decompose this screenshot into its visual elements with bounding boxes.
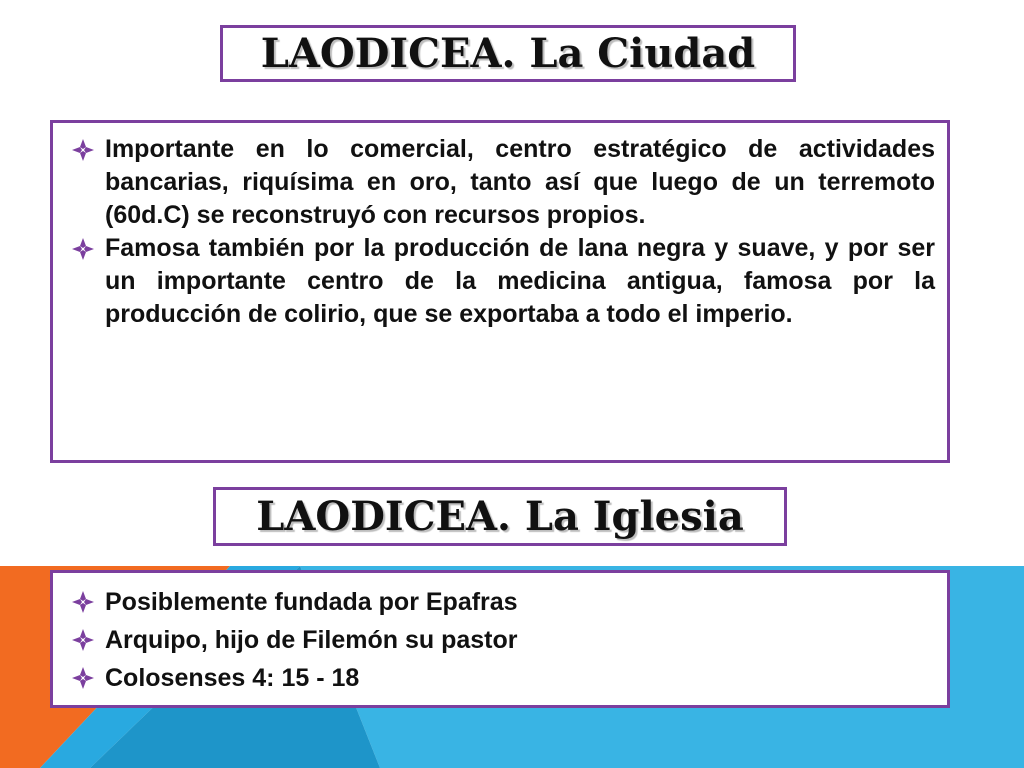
list-item — [71, 232, 935, 331]
list-item — [71, 583, 935, 621]
diamond-bullet-icon — [71, 666, 95, 690]
diamond-bullet-icon — [71, 138, 95, 162]
bullet-text: Arquipo, hijo de Filemón su pastor — [105, 626, 518, 654]
bullet-text: Famosa también por la producción de lana negra y suave, y por ser un importante centro de la medicina antigua, famosa por la producción de colirio, que se exportaba a todo el imperio. — [105, 234, 935, 328]
section2-title: LAODICEA. La Iglesia — [256, 493, 744, 540]
bullet-text: Colosenses 4: 15 - 18 — [105, 664, 360, 692]
bullet-text: Posiblemente fundada por Epafras — [105, 588, 518, 616]
section2-title-box — [213, 487, 787, 546]
diamond-bullet-icon — [71, 237, 95, 261]
list-item — [71, 621, 935, 659]
section2-bullet-list — [71, 583, 935, 697]
diamond-bullet-icon — [71, 628, 95, 652]
list-item — [71, 133, 935, 232]
section1-title: LAODICEA. La Ciudad — [260, 30, 756, 77]
section1-bullet-list — [71, 133, 935, 331]
list-item — [71, 659, 935, 697]
section2-content-box — [50, 570, 950, 708]
diamond-bullet-icon — [71, 590, 95, 614]
section1-content-box — [50, 120, 950, 463]
section1-title-box — [220, 25, 796, 82]
bullet-text: Importante en lo comercial, centro estratégico de actividades bancarias, riquísima en oro, tanto así que luego de un terremoto (60d.C) se reconstruyó con recursos propios. — [105, 135, 935, 229]
